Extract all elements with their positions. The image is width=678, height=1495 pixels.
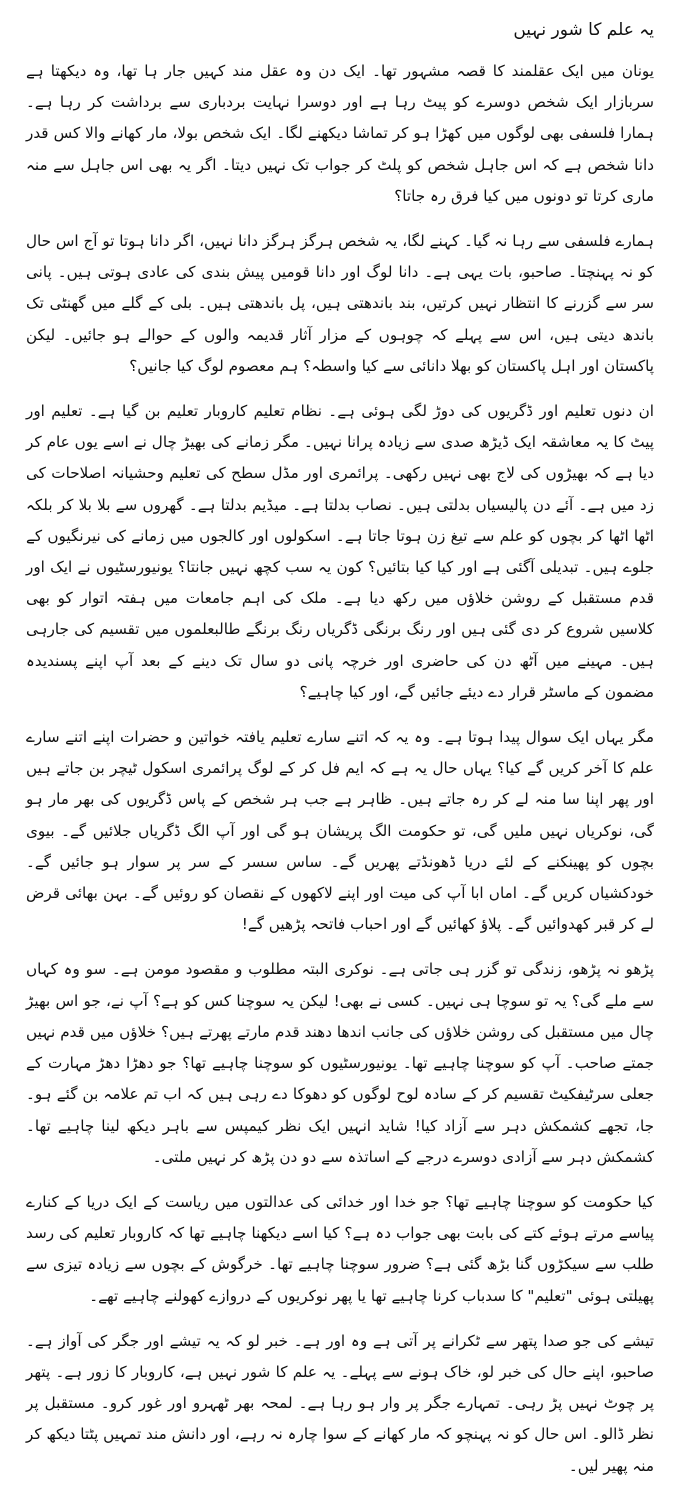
article-paragraph: ہمارے فلسفی سے رہا نہ گیا۔ کہنے لگا، یہ شخص ہرگز ہرگز دانا نہیں، اگر دانا ہوتا تو آج اس حال کو نہ پہنچتا۔ صاحبو، بات یہی ہے۔ دانا لوگ اور دانا قومیں پیش بندی کی عادی ہوتی ہیں۔ پانی سر سے گزرنے کا انتظار نہیں کرتیں، بند باندھتی ہیں، پل باندھتی ہیں۔ بلی کے گلے میں گھنٹی تک باندھ دیتی ہیں، اس سے پہلے کہ چوہوں کے مزار آثار قدیمہ والوں کے حوالے ہو جائیں۔ لیکن پاکستان اور اہل پاکستان کو بھلا دانائی سے کیا واسطہ؟ ہم معصوم لوگ کیا جانیں؟	[26, 232, 654, 375]
article-paragraph: یونان میں ایک عقلمند کا قصہ مشہور تھا۔ ایک دن وہ عقل مند کہیں جار ہا تھا، وہ دیکھتا ہے سربازار ایک شخص دوسرے کو پیٹ رہا ہے اور دوسرا نہایت بردباری سے برداشت کر رہا ہے۔ ہمارا فلسفی بھی لوگوں میں کھڑا ہو کر تماشا دیکھنے لگا۔ ایک شخص بولا، مار کھانے والا کس قدر دانا شخص ہے کہ اس جاہل شخص کو پلٹ کر جواب تک نہیں دیتا۔ اگر یہ بھی اس جاہل سے منہ ماری کرتا تو دونوں میں کیا فرق رہ جاتا؟	[26, 62, 654, 205]
article-paragraph: کیا حکومت کو سوچنا چاہیے تھا؟ جو خدا اور خدائی کی عدالتوں میں ریاست کے ایک دریا کے کنارے پیاسے مرتے ہوئے کتے کی بابت بھی جواب دہ ہے؟ کیا اسے دیکھنا چاہیے تھا کہ کاروبار تعلیم کی رسد طلب سے سیکڑوں گنا بڑھ گئی ہے؟ ضرور سوچنا چاہیے تھا۔ خرگوش کے بچوں سے زیادہ تیزی سے پھیلتی ہوئی "تعلیم" کا سدباب کرنا چاہیے تھا یا پھر نوکریوں کے دروازے کھولنے چاہیے تھے۔	[26, 1192, 654, 1305]
article-paragraph: پڑھو نہ پڑھو، زندگی تو گزر ہی جاتی ہے۔ نوکری البتہ مطلوب و مقصود مومن ہے۔ سو وہ کہاں سے ملے گی؟ یہ تو سوچا ہی نہیں۔ کسی نے بھی! لیکن یہ سوچنا کس کو ہے؟ آپ نے، جو اس بھیڑ چال میں مستقبل کی روشن خلاؤں کی جانب اندھا دھند قدم مارتے پھرتے ہیں؟ خلاؤں میں قدم نہیں جمتے صاحب۔ آپ کو سوچنا چاہیے تھا۔ یونیورسٹیوں کو سوچنا چاہیے تھا؟ جو دھڑا دھڑ مہارت کے جعلی سرٹیفکیٹ تقسیم کر کے سادہ لوح لوگوں کو دھوکا دے رہی ہیں کہ اب تم علامہ بن گئے ہو۔ جا، تجھے کشمکش دہر سے آزاد کیا! شاید انہیں ایک نظر کیمپس سے باہر دیکھ لینا چاہیے تھا۔ کشمکش دہر سے آزادی دوسرے درجے کے اساتذہ سے دو دن پڑھ کر نہیں ملتی۔	[26, 960, 654, 1166]
article-paragraph: ان دنوں تعلیم اور ڈگریوں کی دوڑ لگی ہوئی ہے۔ نظام تعلیم کاروبار تعلیم بن گیا ہے۔ تعلیم اور پیٹ کا یہ معاشقہ ایک ڈیڑھ صدی سے زیادہ پرانا نہیں۔ مگر زمانے کی بھیڑ چال نے اسے یوں عام کر دیا ہے کہ بھیڑوں کی لاج بھی نہیں رکھی۔ پرائمری اور مڈل سطح کی تعلیم وحشیانہ اصلاحات کی زد میں ہے۔ آئے دن پالیسیاں بدلتی ہیں۔ نصاب بدلتا ہے۔ میڈیم بدلتا ہے۔ گھروں سے بلا بلا کر بلکہ اٹھا اٹھا کر بچوں کو علم سے تیغ زن ہوتا جاتا ہے۔ اسکولوں اور کالجوں میں زمانے کی نیرنگیوں کے جلوے ہیں۔ تبدیلی آگئی ہے اور کیا کیا بتائیں؟ کون یہ سب کچھ نہیں جانتا؟ یونیورسٹیوں نے ایک اور قدم مستقبل کے روشن خلاؤں میں رکھ دیا ہے۔ ملک کی اہم جامعات میں ہفتہ اتوار کو بھی کلاسیں شروع کر دی گئی ہیں اور رنگ برنگی ڈگریاں رنگ برنگے طالبعلموں میں تقسیم کی جارہی ہیں۔ مہینے میں آٹھ دن کی حاضری اور خرچہ پانی دو سال تک دینے کے بعد آپ اپنے پسندیدہ مضمون کے ماسٹر قرار دے دیئے جائیں گے، اور کیا چاہیے؟	[26, 402, 654, 701]
article-paragraph: تیشے کی جو صدا پتھر سے ٹکرانے پر آتی ہے وہ اور ہے۔ خبر لو کہ یہ تیشے اور جگر کی آواز ہے۔ صاحبو، اپنے حال کی خبر لو، خاک ہونے سے پہلے۔ یہ علم کا شور نہیں ہے، کاروبار کا زور ہے۔ پتھر پر چوٹ نہیں پڑ رہی۔ تمہارے جگر پر وار ہو رہا ہے۔ لمحہ بھر ٹھہرو اور غور کرو۔ مستقبل پر نظر ڈالو۔ اس حال کو نہ پہنچو کہ مار کھانے کے سوا چارہ نہ رہے، اور دانش مند تمہیں پٹتا دیکھ کر منہ پھیر لیں۔	[26, 1331, 654, 1475]
article-title: یہ علم کا شور نہیں	[513, 20, 654, 40]
article	[26, 16, 654, 1482]
article-paragraph: مگر یہاں ایک سوال پیدا ہوتا ہے۔ وہ یہ کہ اتنے سارے تعلیم یافتہ خواتین و حضرات اپنے اتنے سارے علم کا آخر کریں گے کیا؟ یہاں حال یہ ہے کہ ایم فل کر کے لوگ پرائمری اسکول ٹیچر بن جاتے ہیں اور پھر اپنا سا منہ لے کر رہ جاتے ہیں۔ ظاہر ہے جب ہر شخص کے پاس ڈگریوں کی بھر مار ہو گی، نوکریاں نہیں ملیں گی، تو حکومت الگ پریشان ہو گی اور آپ الگ ڈگریاں جلائیں گے۔ بیوی بچوں کو پھینکنے کے لئے دریا ڈھونڈتے پھریں گے۔ ساس سسر کے سر پر سوار ہو جائیں گے۔ خودکشیاں کریں گے۔ اماں ابا آپ کی میت اور اپنے لاکھوں کے نقصان کو روئیں گے۔ بہن بھائی قرض لے کر قبر کھدوائیں گے۔ پلاؤ کھائیں گے اور احباب فاتحہ پڑھیں گے!	[26, 728, 654, 934]
